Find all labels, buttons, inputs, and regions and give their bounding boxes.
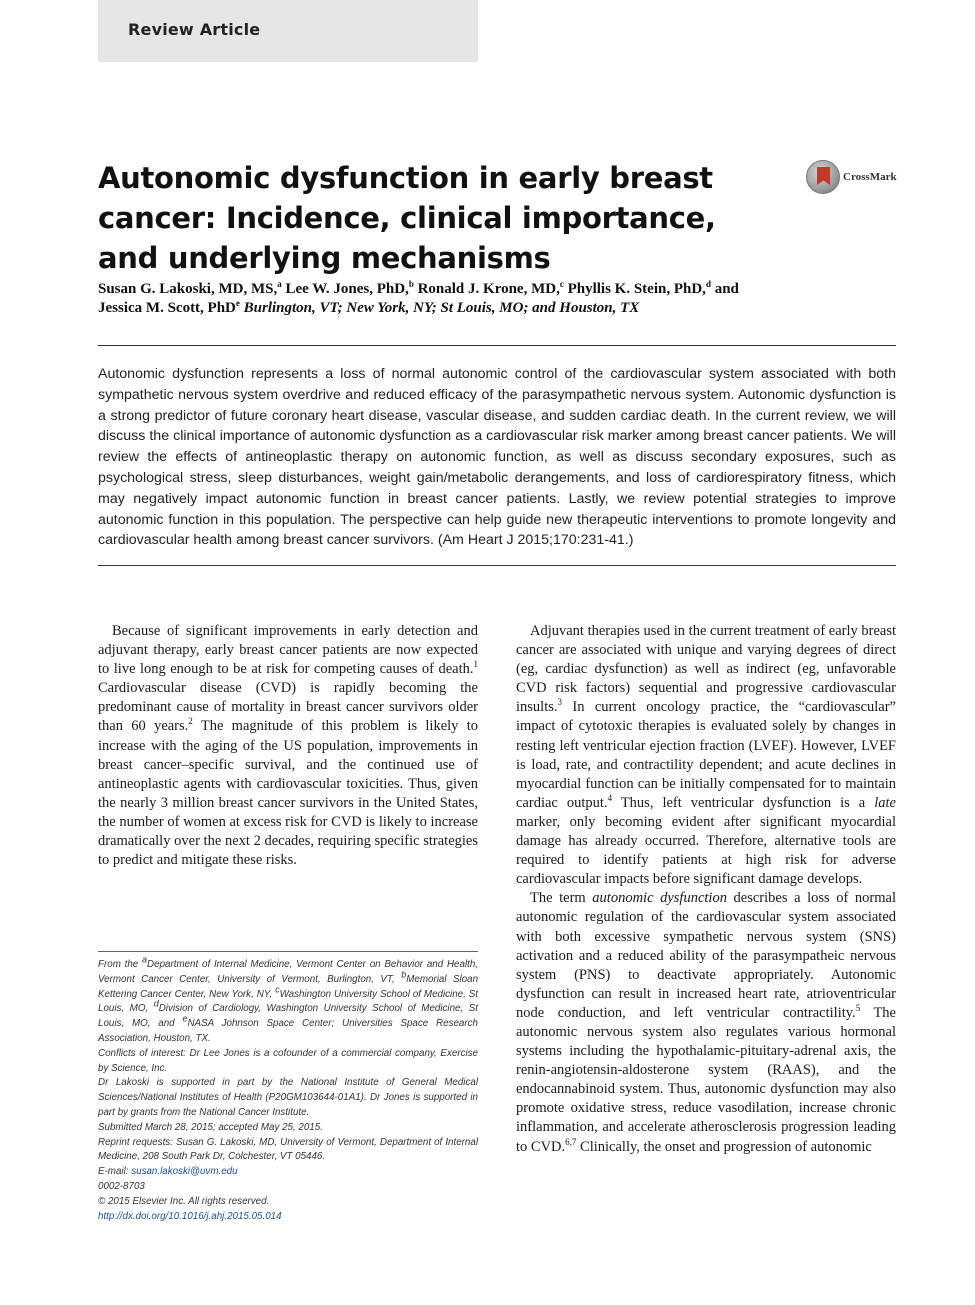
crossmark-badge[interactable] <box>806 160 906 196</box>
conflicts-note: Conflicts of interest: Dr Lee Jones is a cofounder of a commercial company, Exercise by Science, Inc. <box>98 1047 478 1074</box>
reference-link[interactable]: 1 <box>473 659 478 670</box>
author-list <box>98 280 898 318</box>
author-name: Phyllis K. Stein, PhD, <box>567 281 706 297</box>
crossmark-icon <box>806 160 840 194</box>
reference-link[interactable]: 5 <box>855 1003 861 1014</box>
body-column-right <box>516 622 896 1157</box>
reference-link[interactable]: 4 <box>607 793 613 804</box>
author-name: Ronald J. Krone, MD, <box>417 281 560 297</box>
abstract-top-rule <box>98 345 896 346</box>
author-name: Susan G. Lakoski, MD, MS, <box>98 281 278 297</box>
copyright: © 2015 Elsevier Inc. All rights reserved. <box>98 1195 270 1207</box>
author-name: Lee W. Jones, PhD, <box>285 281 409 297</box>
author-name: Jessica M. Scott, PhD <box>98 300 236 316</box>
affiliation-mark: e <box>235 298 240 308</box>
issn: 0002-8703 <box>98 1180 145 1192</box>
affiliation-mark: d <box>705 279 711 289</box>
body-paragraph: Adjuvant therapies used in the current treatment of early breast cancer are associated with unique and varying degrees of direct (eg, cardiac dysfunction) as well as indirect (eg, unfavorable CVD risk factors) sequential and progressive cardiovascular insults.$^3$ In current oncology practice, the “cardiovascular” impact of cytotoxic therapies is evaluated solely by changes in resting left ventricular ejection fraction (LVEF). However, LVEF is load, rate, and contractility dependent; and acute declines in myocardial function can be initially compensated for to maintain cardiac output.$^4$ Thus, left ventricular dysfunction is a late marker, only becoming evident after significant myocardial damage has already occurred. Therefore, alternative tools are required to identify patients at high risk for adverse cardiovascular impacts before significant damage develops. <box>516 623 896 888</box>
article-title: Autonomic dysfunction in early breast cancer: Incidence, clinical importance, and underlying mechanisms <box>98 161 716 275</box>
footnote-rule <box>98 951 478 952</box>
crossmark-label: CrossMark <box>843 171 897 183</box>
abstract-text: Autonomic dysfunction represents a loss of normal autonomic control of the cardiovascular system associated with both sympathetic nervous system overdrive and reduced efficacy of the parasympathetic nervous system. Autonomic dysfunction is a strong predictor of future coronary heart disease, vascular disease, and sudden cardiac death. In the current review, we will discuss the clinical importance of autonomic dysfunction as a cardiovascular risk marker among breast cancer patients. We will review the effects of antineoplastic therapy on autonomic function, as well as discuss secondary exposures, such as psychological stress, sleep disturbances, weight gain/metabolic derangements, and loss of cardiorespiratory fitness, which may negatively impact autonomic function in breast cancer patients. Lastly, we review potential strategies to improve autonomic function in this population. The perspective can help guide new therapeutic interventions to promote longevity and cardiovascular health among breast cancer survivors. (Am Heart J 2015;170:231-41.) <box>98 366 896 549</box>
body-paragraph: Because of significant improvements in early detection and adjuvant therapy, early breast cancer patients are now expected to live long enough to be at risk for competing causes of death.$^1$ Cardiovascular disease (CVD) is rapidly becoming the predominant cause of mortality in breast cancer survivors older than 60 years.$^2$ The magnitude of this problem is likely to increase with the aging of the US population, improvements in breast cancer–specific survival, and the continued use of antineoplastic agents with cardiovascular toxicities. Thus, given the nearly 3 million breast cancer survivors in the United States, the number of women at excess risk for CVD is likely to increase dramatically over the next 2 decades, requiring specific strategies to predict and mitigate these risks. <box>98 623 479 869</box>
reference-link[interactable]: 3 <box>557 697 562 708</box>
author-conjunction: and <box>714 281 739 297</box>
reprint-requests: Reprint requests: Susan G. Lakoski, MD, University of Vermont, Department of Internal Medicine, 208 South Park Dr, Colchester, VT 05446. <box>98 1136 478 1163</box>
article-type-label: Review Article <box>128 20 261 39</box>
body-column-left <box>98 622 478 870</box>
abstract-bottom-rule <box>98 565 896 566</box>
affiliation-mark: a <box>277 279 282 289</box>
body-paragraph: The term autonomic dysfunction describes a loss of normal autonomic regulation of the cardiovascular system associated with both excessive sympathetic nervous system (SNS) activation and a reduced ability of the parasympatheic nervous system (PNS) to deactivate appropriately. Autonomic dysfunction can result in increased heart rate, atrioventricular node conduction, and left ventricular contractility.$^5$ The autonomic nervous system also regulates various hormonal systems including the hypothalamic-pituitary-adrenal axis, the renin-angiotensin-aldosterone system (RAAS), and the endocannabinoid system. Thus, autonomic dysfunction may also promote oxidative stress, reduce vasodilation, increase chronic inflammation, and accelerate atherosclerosis progression leading to CVD.$^{6,7}$ Clinically, the onset and progression of autonomic <box>516 890 896 1155</box>
submission-dates: Submitted March 28, 2015; accepted May 25, 2015. <box>98 1121 323 1133</box>
doi-link[interactable]: http://dx.doi.org/10.1016/j.ahj.2015.05.014 <box>98 1210 282 1222</box>
reference-link[interactable]: 6,7 <box>565 1136 577 1147</box>
email-line: E-mail: susan.lakoski@uvm.edu <box>98 1166 238 1178</box>
affiliation-mark: b <box>408 279 414 289</box>
author-locations: Burlington, VT; New York, NY; St Louis, MO; and Houston, TX <box>243 300 640 316</box>
affiliation-mark: c <box>559 279 564 289</box>
footnotes <box>98 954 479 1224</box>
funding-note: Dr Lakoski is supported in part by the National Institute of General Medical Sciences/National Institutes of Health (P20GM103644-01A1). Dr Jones is supported in part by grants from the National Cancer Institute. <box>98 1077 478 1118</box>
affiliations-note: From the $^a$Department of Internal Medicine, Vermont Center on Behavior and Health, Vermont Cancer Center, University of Vermont, Burlington, VT, $^b$Memorial Sloan Kettering Cancer Center, New York, NY, $^c$Washington University School of Medicine, St Louis, MO, $^d$Division of Cardiology, Washington University School of Medicine, St Louis, MO, and $^e$NASA Johnson Space Center; Universities Space Research Association, Houston, TX. <box>98 954 479 1044</box>
reference-link[interactable]: 2 <box>188 716 193 727</box>
email-link[interactable]: susan.lakoski@uvm.edu <box>131 1166 238 1178</box>
